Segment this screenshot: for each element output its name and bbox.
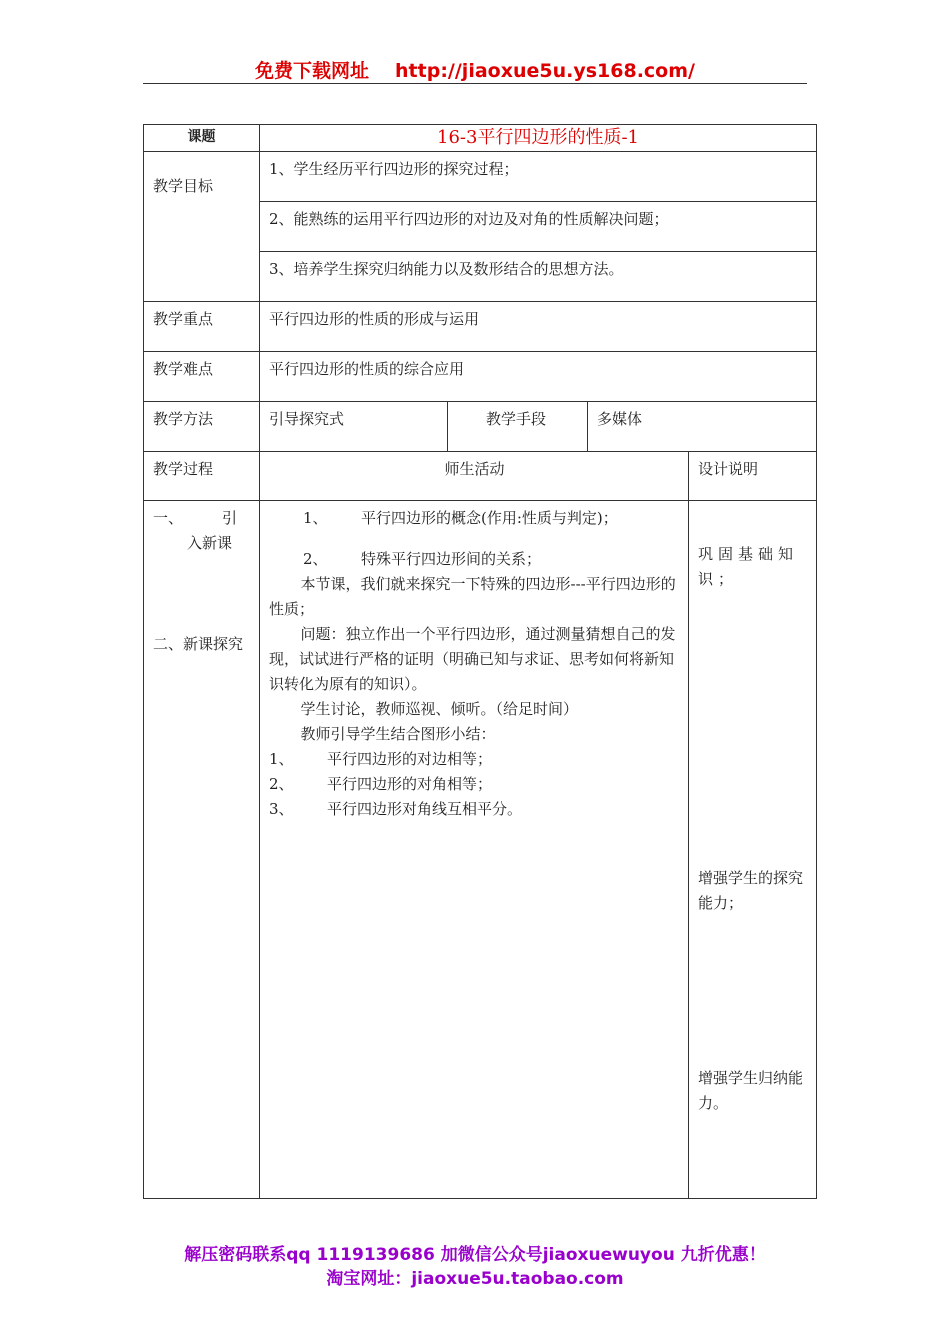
means-text: 多媒体: [597, 410, 643, 428]
key-point-row: [144, 302, 817, 352]
method-text: 引导探究式: [269, 410, 345, 428]
header-divider: [143, 83, 807, 84]
summary-item-2-text: 平行四边形的对角相等；: [327, 775, 493, 793]
objective-3: 3、培养学生探究归纳能力以及数形结合的思想方法。: [269, 260, 624, 278]
activity-label: 师生活动: [444, 460, 505, 478]
header-url-link[interactable]: http://jiaoxue5u.ys168.com/: [395, 60, 695, 82]
activity-paragraph-2: 问题：独立作出一个平行四边形，通过测量猜想自己的发现，试试进行严格的证明（明确已知与求证、思考如何将新知识转化为原有的知识）。: [269, 625, 676, 693]
stage-column: [144, 501, 259, 657]
summary-item-3-text: 平行四边形对角线互相平分。: [327, 800, 523, 818]
summary-item-1-text: 平行四边形的对边相等；: [327, 750, 493, 768]
process-header-row: [144, 452, 817, 501]
difficulty-row: [144, 352, 817, 402]
design-label: 设计说明: [698, 460, 759, 478]
objective-1: 1、学生经历平行四边形的探究过程；: [269, 160, 519, 178]
stage-1-char: 引: [221, 509, 237, 527]
topic-row: [144, 125, 817, 152]
summary-item-1-number: 1、: [269, 750, 294, 768]
activity-item-1-text: 平行四边形的概念(作用:性质与判定)；: [361, 509, 618, 527]
objectives-label: 教学目标: [153, 177, 214, 195]
header-label: 免费下载网址: [255, 60, 370, 82]
design-note-2: 增强学生的探究能力；: [698, 869, 804, 912]
summary-item-3-number: 3、: [269, 800, 294, 818]
stage-1-number: 一、: [153, 509, 184, 527]
summary-item-2: [269, 772, 680, 797]
stage-1-line-1: [153, 506, 251, 531]
activity-item-2-text: 特殊平行四边形间的关系；: [361, 550, 542, 568]
lesson-plan-table: [143, 124, 817, 1199]
activity-item-1: [269, 506, 680, 531]
stage-1-line-2: 入新课: [187, 534, 233, 552]
process-label: 教学过程: [153, 460, 214, 478]
activity-item-2: [269, 547, 680, 572]
activity-paragraph-1: 本节课，我们就来探究一下特殊的四边形---平行四边形的性质；: [269, 575, 676, 618]
objective-row-1: [144, 152, 817, 202]
activity-content: [260, 501, 688, 822]
activity-paragraph-4: 教师引导学生结合图形小结：: [300, 725, 496, 743]
design-notes: [689, 501, 816, 1116]
activity-paragraph-3: 学生讨论，教师巡视、倾听。（给足时间）: [300, 700, 579, 718]
activity-item-2-number: 2、: [303, 550, 328, 568]
footer-store-link[interactable]: 淘宝网址：jiaoxue5u.taobao.com: [326, 1269, 624, 1289]
header-banner: [0, 56, 950, 83]
key-point-label: 教学重点: [153, 310, 214, 328]
difficulty-text: 平行四边形的性质的综合应用: [269, 360, 465, 378]
means-label: 教学手段: [486, 410, 547, 428]
objective-2: 2、能熟练的运用平行四边形的对边及对角的性质解决问题；: [269, 210, 669, 228]
summary-item-1: [269, 747, 680, 772]
design-note-3: 增强学生归纳能力。: [698, 1069, 804, 1112]
topic-label: 课题: [187, 129, 216, 145]
method-label: 教学方法: [153, 410, 214, 428]
difficulty-label: 教学难点: [153, 360, 214, 378]
lesson-title: 16-3平行四边形的性质-1: [437, 127, 640, 148]
design-note-1: 巩固基础知识；: [698, 545, 799, 588]
key-point-text: 平行四边形的性质的形成与运用: [269, 310, 480, 328]
stage-2-label: 二、新课探究: [153, 635, 244, 653]
summary-item-2-number: 2、: [269, 775, 294, 793]
method-row: [144, 402, 817, 452]
footer-contact-line: 解压密码联系qq 1119139686 加微信公众号jiaoxuewuyou 九折优惠！: [184, 1245, 766, 1265]
summary-item-3: [269, 797, 680, 822]
process-body-row: [144, 501, 817, 1199]
activity-item-1-number: 1、: [303, 509, 328, 527]
